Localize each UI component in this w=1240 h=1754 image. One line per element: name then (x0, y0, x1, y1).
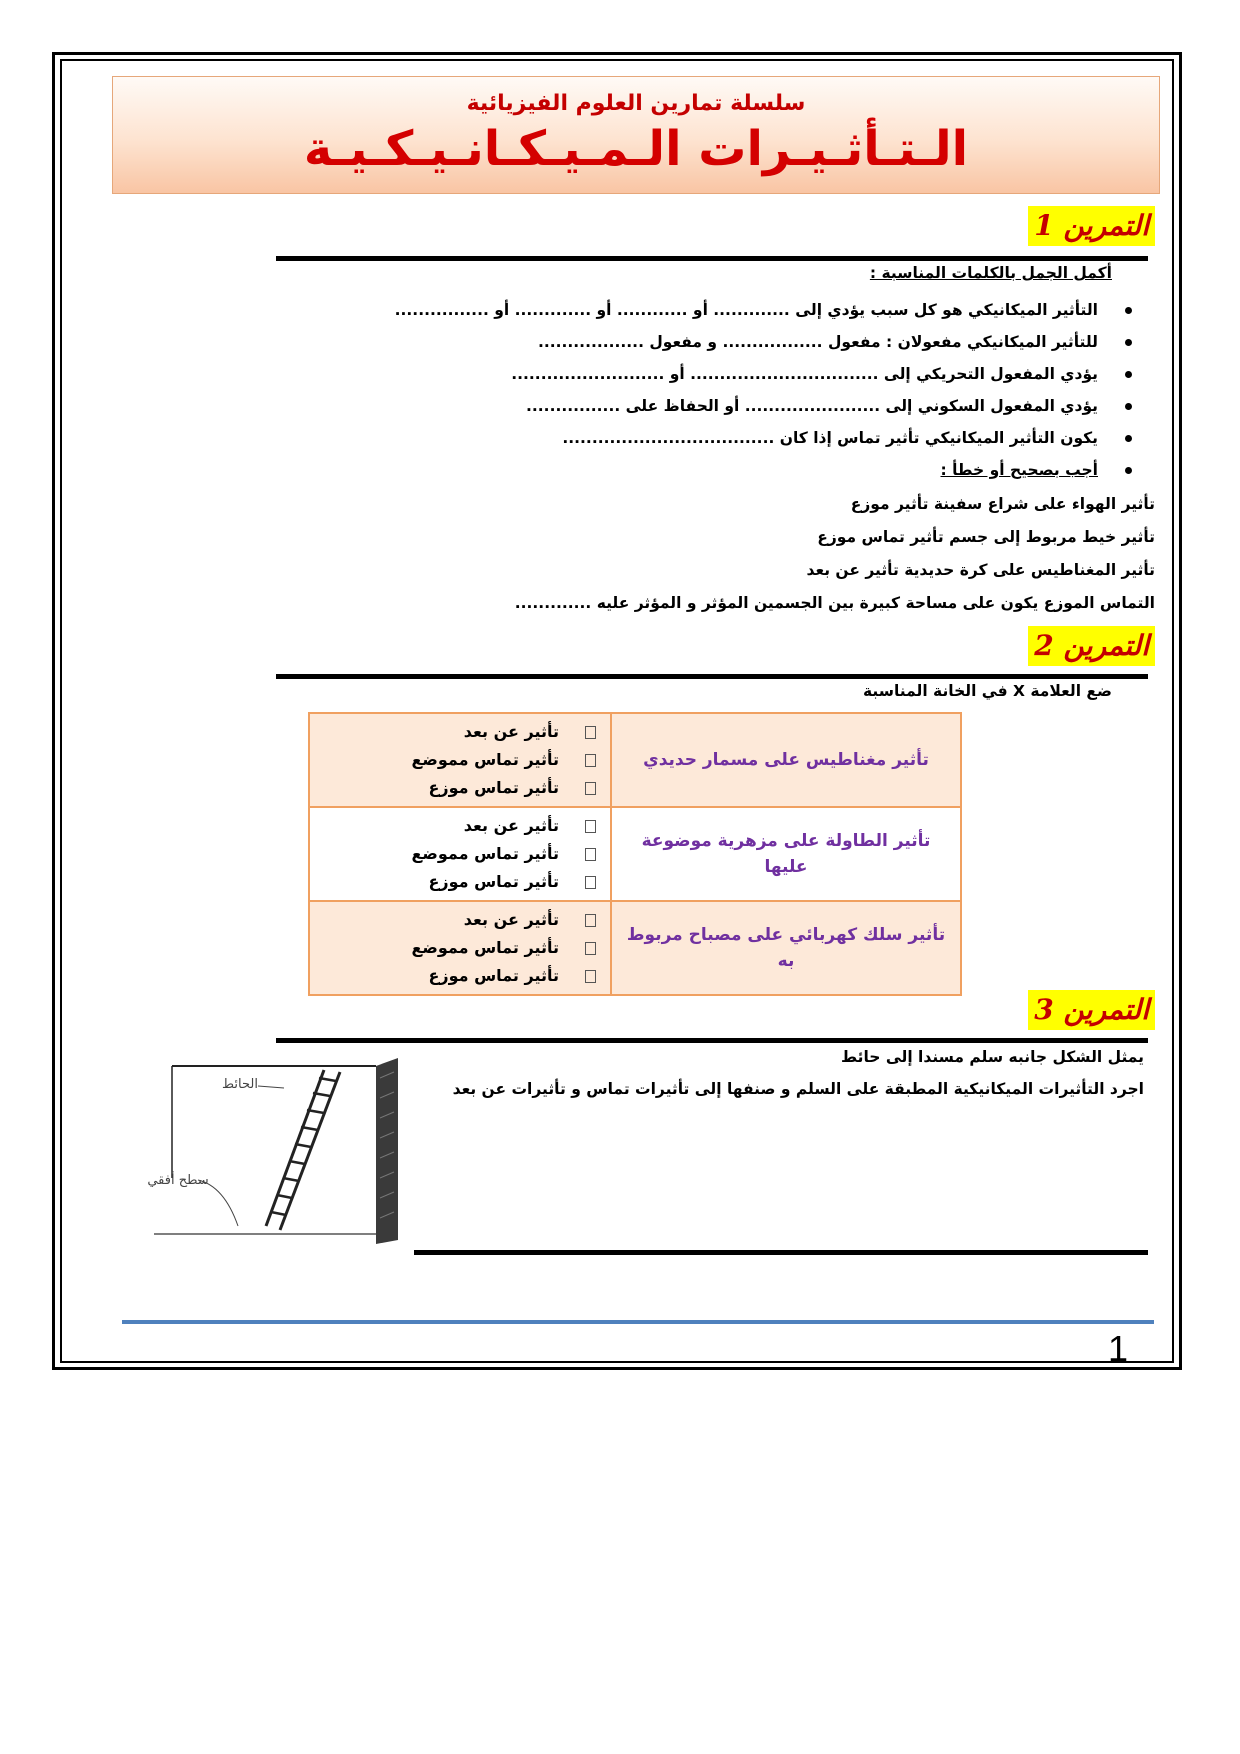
checkbox[interactable] (585, 754, 596, 767)
list-item: أجب بصحيح أو خطأ : (244, 454, 1144, 486)
table-cell-options: تأثير عن بعد تأثير تماس مموضع تأثير تماس موزع (309, 713, 611, 807)
page-number: 1 (1108, 1328, 1129, 1369)
bullet-icon (1125, 435, 1132, 442)
ladder-against-wall-figure (147, 1058, 406, 1244)
exercise-1-instruction: أكمل الجمل بالكلمات المناسبة : (869, 264, 1112, 282)
checkbox[interactable] (585, 726, 596, 739)
exercise-2-title: التمرين 2 (1028, 626, 1155, 666)
checkbox[interactable] (585, 914, 596, 927)
bullet-icon (1125, 403, 1132, 410)
table-cell-options: تأثير عن بعد تأثير تماس مموضع تأثير تماس موزع (309, 901, 611, 995)
list-item: تأثير المغناطيس على كرة حديدية تأثير عن بعد (806, 561, 1155, 579)
wall-label: الحائط (222, 1077, 258, 1092)
bullet-icon (1125, 307, 1132, 314)
table-row (309, 807, 961, 901)
checkbox[interactable] (585, 942, 596, 955)
bullet-icon (1125, 467, 1132, 474)
list-item: التماس الموزع يكون على مساحة كبيرة بين الجسمين المؤثر و المؤثر عليه ............. (514, 594, 1155, 612)
exercise-1-title: التمرين 1 (1028, 206, 1155, 246)
table-cell-options: تأثير عن بعد تأثير تماس مموضع تأثير تماس موزع (309, 807, 611, 901)
list-item: يؤدي المفعول السكوني إلى ....................... أو الحفاظ على ................ (244, 390, 1144, 422)
floor-label: سطح أفقي (147, 1173, 209, 1188)
exercise-2-instruction: ضع العلامة X في الخانة المناسبة (863, 682, 1112, 700)
exercise-3-line-2: اجرد التأثيرات الميكانيكية المطبقة على السلم و صنفها إلى تأثيرات تماس و تأثيرات عن بعد (452, 1080, 1144, 1098)
checkbox[interactable] (585, 782, 596, 795)
checkbox[interactable] (585, 848, 596, 861)
list-item: يكون التأثير الميكانيكي تأثير تماس إذا كان .................................... (244, 422, 1144, 454)
series-subtitle: سلسلة تمارين العلوم الفيزيائية (466, 91, 806, 116)
list-item: تأثير الهواء على شراع سفينة تأثير موزع (850, 495, 1155, 513)
bullet-icon (1125, 371, 1132, 378)
exercise-3-line-1: يمثل الشكل جانبه سلم مسندا إلى حائط (841, 1048, 1144, 1066)
exercise-3-answer-rule (414, 1250, 1148, 1255)
list-item: تأثير خيط مربوط إلى جسم تأثير تماس موزع (817, 528, 1155, 546)
header-banner (112, 76, 1160, 194)
checkbox[interactable] (585, 820, 596, 833)
exercise-1-rule (276, 256, 1148, 261)
table-cell-question: تأثير الطاولة على مزهرية موضوعة عليها (611, 807, 961, 901)
bullet-icon (1125, 339, 1132, 346)
table-cell-question: تأثير مغناطيس على مسمار حديدي (611, 713, 961, 807)
list-item: التأثير الميكانيكي هو كل سبب يؤدي إلى ............. أو ............ أو ............. أو ................ (244, 294, 1144, 326)
footer-rule (122, 1320, 1154, 1324)
fill-in-list (244, 294, 1144, 486)
list-item: للتأثير الميكانيكي مفعولان : مفعول ................. و مفعول .................. (244, 326, 1144, 358)
exercise-3-title: التمرين 3 (1028, 990, 1155, 1030)
table-cell-question: تأثير سلك كهربائي على مصباح مربوط به (611, 901, 961, 995)
exercise-3-rule (276, 1038, 1148, 1043)
table-row (309, 713, 961, 807)
list-item: يؤدي المفعول التحريكي إلى ................................ أو .......................... (244, 358, 1144, 390)
table-row (309, 901, 961, 995)
checkbox[interactable] (585, 970, 596, 983)
classification-table (308, 712, 962, 996)
checkbox[interactable] (585, 876, 596, 889)
true-false-list (155, 488, 1155, 620)
exercise-2-rule (276, 674, 1148, 679)
document-title: الـتـأثـيـرات الـمـيـكـانـيـكـيـة (303, 121, 969, 177)
